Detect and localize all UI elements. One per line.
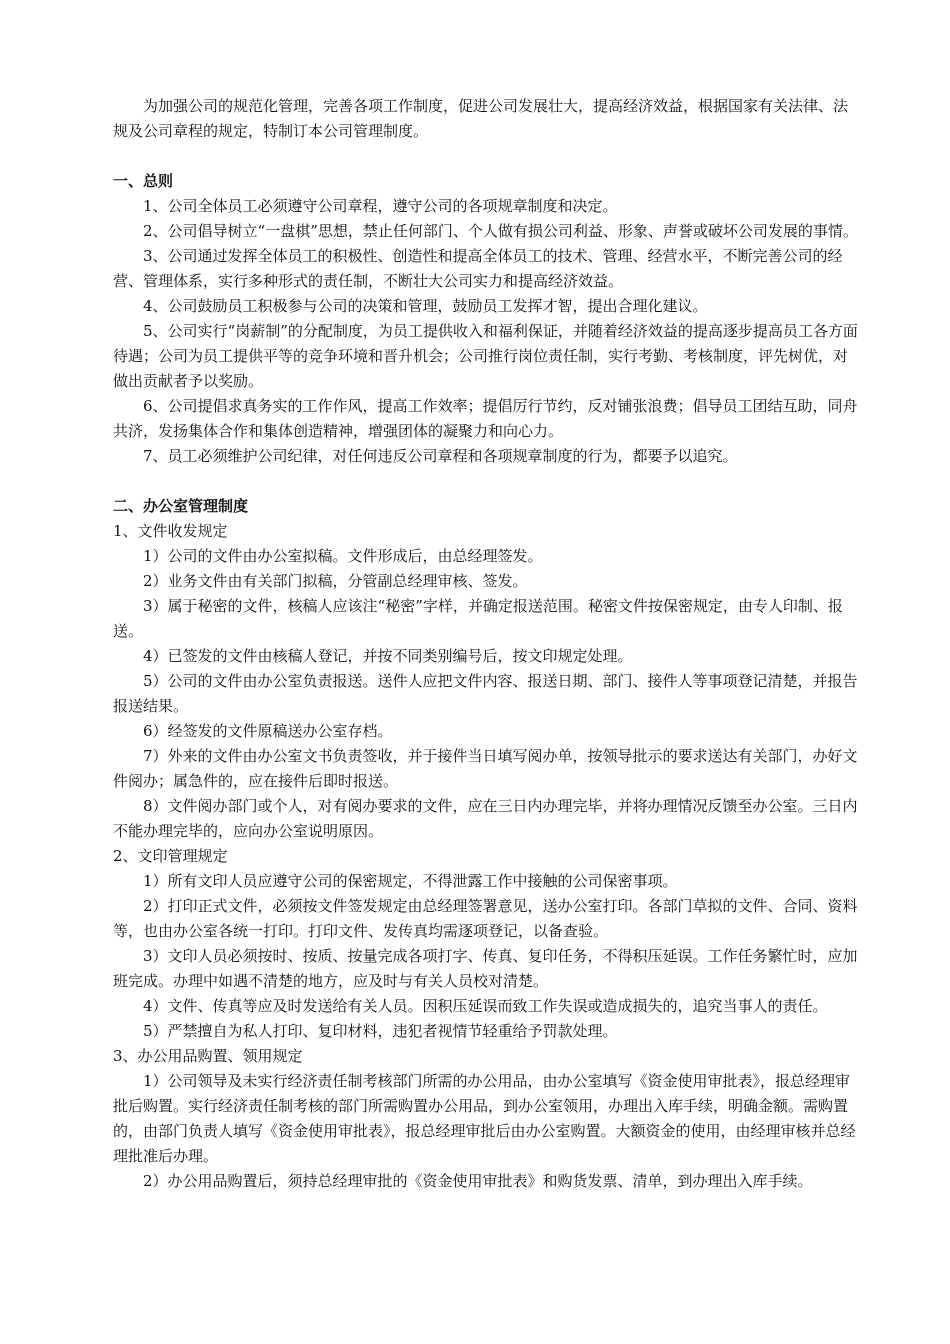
document-handling-item: 6）经签发的文件原稿送办公室存档。 [143,722,393,740]
subsection-heading-office-supplies: 3、办公用品购置、领用规定 [113,1047,303,1065]
printing-item: 3）文印人员必须按时、按质、按量完成各项打字、传真、复印任务，不得积压延误。工作任务繁忙时，应加班完成。办理中如遇不清楚的地方，应及时与有关人员校对清楚。 [113,947,858,990]
document-handling-item: 2）业务文件由有关部门拟稿，分管副总经理审核、签发。 [143,572,528,590]
general-item: 4、公司鼓励员工积极参与公司的决策和管理，鼓励员工发挥才智，提出合理化建议。 [143,297,708,315]
section-heading-general: 一、总则 [113,172,174,190]
document-handling-item: 3）属于秘密的文件，核稿人应该注“秘密”字样，并确定报送范围。秘密文件按保密规定，由专人印制、报送。 [113,597,843,640]
document-handling-item: 7）外来的文件由办公室文书负责签收，并于接件当日填写阅办单，按领导批示的要求送达有关部门，办好文件阅办；属急件的，应在接件后即时报送。 [113,747,858,790]
intro-paragraph: 为加强公司的规范化管理，完善各项工作制度，促进公司发展壮大，提高经济效益，根据国家有关法律、法规及公司章程的规定，特制订本公司管理制度。 [113,97,849,140]
document-body [113,94,861,1194]
document-handling-item: 4）已签发的文件由核稿人登记，并按不同类别编号后，按文印规定处理。 [143,647,633,665]
office-supplies-item: 1）公司领导及未实行经济责任制考核部门所需的办公用品，由办公室填写《资金使用审批表》，报总经理审批后购置。实行经济责任制考核的部门所需购置办公用品，到办公室领用，办理出入库手续，明确金额。需购置的，由部门负责人填写《资金使用审批表》，报总经理审批后由办公室购置。大额资金的使用，由经理审核并总经理批准后办理。 [113,1072,856,1165]
subsection-heading-printing: 2、文印管理规定 [113,847,228,865]
document-handling-item: 8）文件阅办部门或个人，对有阅办要求的文件，应在三日内办理完毕，并将办理情况反馈至办公室。三日内不能办理完毕的，应向办公室说明原因。 [113,797,858,840]
general-item: 2、公司倡导树立“一盘棋”思想，禁止任何部门、个人做有损公司利益、形象、声誉或破坏公司发展的事情。 [143,222,858,240]
general-item: 6、公司提倡求真务实的工作作风，提高工作效率；提倡厉行节约，反对铺张浪费；倡导员工团结互助，同舟共济，发扬集体合作和集体创造精神，增强团体的凝聚力和向心力。 [113,397,858,440]
printing-item: 1）所有文印人员应遵守公司的保密规定，不得泄露工作中接触的公司保密事项。 [143,872,678,890]
document-handling-item: 1）公司的文件由办公室拟稿。文件形成后，由总经理签发。 [143,547,543,565]
printing-item: 5）严禁擅自为私人打印、复印材料，违犯者视情节轻重给予罚款处理。 [143,1022,618,1040]
printing-item: 2）打印正式文件，必须按文件签发规定由总经理签署意见，送办公室打印。各部门草拟的文件、合同、资料等，也由办公室各统一打印。打印文件、发传真均需逐项登记，以备查验。 [113,897,858,940]
document-handling-item: 5）公司的文件由办公室负责报送。送件人应把文件内容、报送日期、部门、接件人等事项登记清楚，并报告报送结果。 [113,672,858,715]
general-item: 7、员工必须维护公司纪律，对任何违反公司章程和各项规章制度的行为，都要予以追究。 [143,447,738,465]
office-supplies-item: 2）办公用品购置后，须持总经理审批的《资金使用审批表》和购货发票、清单，到办理出入库手续。 [143,1172,813,1190]
subsection-heading-document-handling: 1、文件收发规定 [113,522,228,540]
general-item: 1、公司全体员工必须遵守公司章程，遵守公司的各项规章制度和决定。 [143,197,618,215]
general-item: 3、公司通过发挥全体员工的积极性、创造性和提高全体员工的技术、管理、经营水平，不断完善公司的经营、管理体系，实行多种形式的责任制，不断壮大公司实力和提高经济效益。 [113,247,843,290]
general-item: 5、公司实行“岗薪制”的分配制度，为员工提供收入和福利保证，并随着经济效益的提高逐步提高员工各方面待遇；公司为员工提供平等的竞争环境和晋升机会；公司推行岗位责任制，实行考勤、考核制度，评先树优，对做出贡献者予以奖励。 [113,322,858,390]
printing-item: 4）文件、传真等应及时发送给有关人员。因积压延误而致工作失误或造成损失的，追究当事人的责任。 [143,997,828,1015]
section-heading-office: 二、办公室管理制度 [113,497,249,515]
